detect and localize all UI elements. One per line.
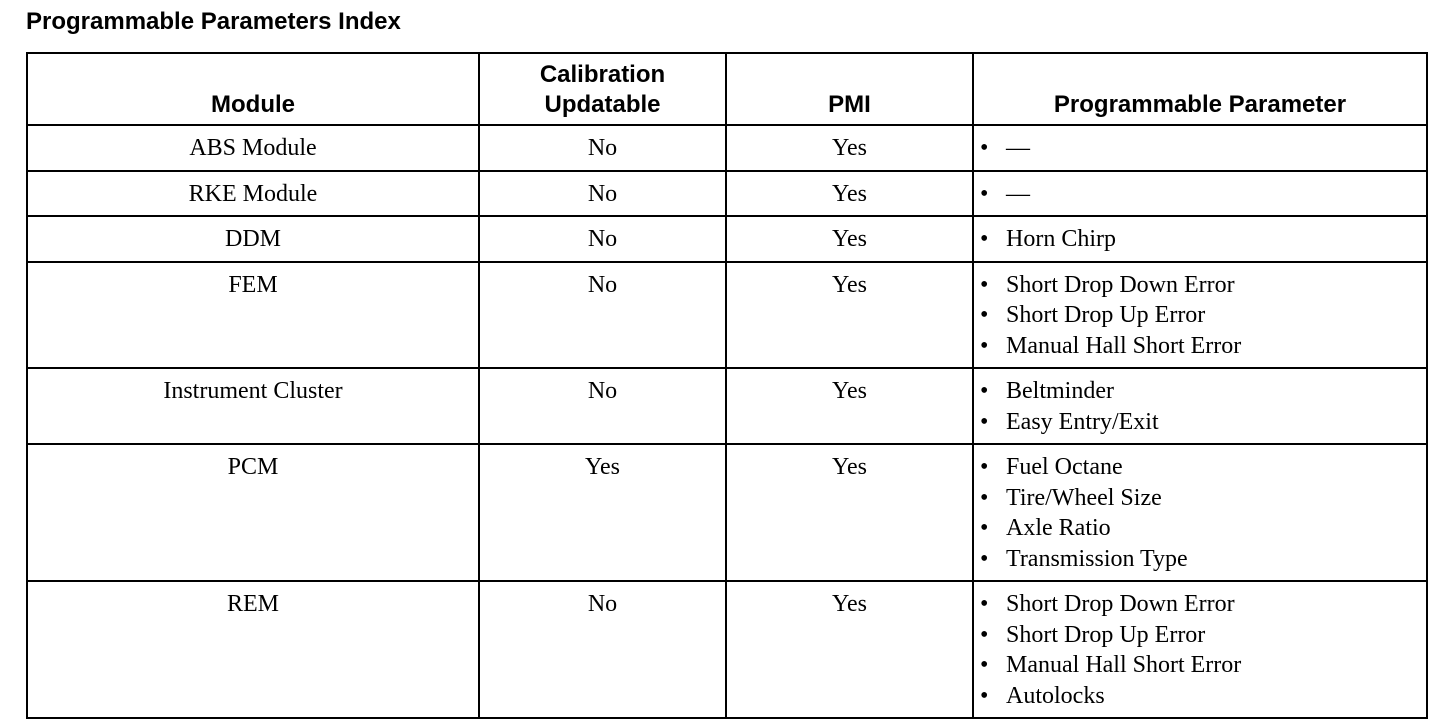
list-item <box>980 513 1420 544</box>
parameter-text: Fuel Octane <box>1006 454 1123 480</box>
bullet-icon: • <box>980 332 989 359</box>
parameter-text: Manual Hall Short Error <box>1006 332 1242 359</box>
parameter-text: Short Drop Up Error <box>1006 302 1206 328</box>
cell-programmable-parameters <box>973 125 1427 171</box>
list-item <box>980 300 1420 331</box>
parameter-text: Easy Entry/Exit <box>1006 408 1159 435</box>
parameter-text: Horn Chirp <box>1006 226 1116 252</box>
parameter-text: Tire/Wheel Size <box>1006 484 1162 511</box>
cell-programmable-parameters <box>973 368 1427 444</box>
page-title: Programmable Parameters Index <box>26 8 401 35</box>
list-item <box>980 270 1420 301</box>
parameter-text: Axle Ratio <box>1006 515 1111 541</box>
parameter-list <box>980 179 1420 210</box>
bullet-icon: • <box>980 454 989 480</box>
cell-calibration-updatable: No <box>479 125 726 171</box>
parameter-text: Beltminder <box>1006 378 1114 404</box>
cell-programmable-parameters <box>973 171 1427 217</box>
cell-programmable-parameters <box>973 262 1427 369</box>
bullet-icon: • <box>980 226 989 252</box>
header-calibration-updatable <box>479 53 726 125</box>
bullet-icon: • <box>980 591 989 617</box>
parameter-list <box>980 270 1420 362</box>
list-item <box>980 376 1420 407</box>
table-row <box>27 262 1427 369</box>
parameter-list <box>980 589 1420 711</box>
parameter-text: — <box>1006 180 1030 207</box>
cell-calibration-updatable: No <box>479 368 726 444</box>
cell-calibration-updatable: No <box>479 581 726 718</box>
cell-module: DDM <box>27 216 479 262</box>
cell-pmi: Yes <box>726 171 973 217</box>
bullet-icon: • <box>980 378 989 404</box>
bullet-icon: • <box>980 682 989 709</box>
parameter-text: Short Drop Down Error <box>1006 591 1235 617</box>
bullet-icon: • <box>980 271 989 298</box>
list-item <box>980 650 1420 681</box>
parameters-table <box>26 52 1428 719</box>
parameter-text: Short Drop Up Error <box>1006 621 1206 648</box>
cell-pmi: Yes <box>726 444 973 581</box>
list-item <box>980 483 1420 514</box>
bullet-icon: • <box>980 515 989 541</box>
header-pmi: PMI <box>726 53 973 125</box>
cell-programmable-parameters <box>973 581 1427 718</box>
table-row <box>27 171 1427 217</box>
cell-calibration-updatable: No <box>479 216 726 262</box>
cell-module: REM <box>27 581 479 718</box>
header-programmable-parameter: Programmable Parameter <box>973 53 1427 125</box>
cell-pmi: Yes <box>726 581 973 718</box>
cell-programmable-parameters <box>973 216 1427 262</box>
parameter-list <box>980 376 1420 437</box>
list-item <box>980 452 1420 483</box>
parameter-text: Autolocks <box>1006 682 1105 709</box>
list-item <box>980 681 1420 712</box>
cell-pmi: Yes <box>726 368 973 444</box>
table-header-row <box>27 53 1427 125</box>
bullet-icon: • <box>980 408 989 435</box>
table-row <box>27 125 1427 171</box>
header-calibration-line1: Calibration <box>539 61 666 88</box>
bullet-icon: • <box>980 302 989 328</box>
list-item <box>980 133 1420 164</box>
list-item <box>980 620 1420 651</box>
cell-pmi: Yes <box>726 262 973 369</box>
parameter-list <box>980 224 1420 255</box>
cell-module: ABS Module <box>27 125 479 171</box>
parameter-text: — <box>1006 135 1030 161</box>
bullet-icon: • <box>980 652 989 678</box>
table-row <box>27 444 1427 581</box>
cell-calibration-updatable: No <box>479 171 726 217</box>
bullet-icon: • <box>980 545 989 572</box>
table-row <box>27 216 1427 262</box>
cell-programmable-parameters <box>973 444 1427 581</box>
bullet-icon: • <box>980 180 989 207</box>
bullet-icon: • <box>980 484 989 511</box>
parameter-text: Transmission Type <box>1006 545 1188 572</box>
cell-pmi: Yes <box>726 216 973 262</box>
cell-module: RKE Module <box>27 171 479 217</box>
list-item <box>980 407 1420 438</box>
list-item <box>980 331 1420 362</box>
table-body <box>27 125 1427 718</box>
parameter-text: Short Drop Down Error <box>1006 271 1235 298</box>
cell-pmi: Yes <box>726 125 973 171</box>
parameter-list <box>980 133 1420 164</box>
header-module: Module <box>27 53 479 125</box>
table-row <box>27 368 1427 444</box>
cell-module: PCM <box>27 444 479 581</box>
bullet-icon: • <box>980 621 989 648</box>
cell-calibration-updatable: No <box>479 262 726 369</box>
list-item <box>980 179 1420 210</box>
table-row <box>27 581 1427 718</box>
list-item <box>980 544 1420 575</box>
parameter-text: Manual Hall Short Error <box>1006 652 1242 678</box>
cell-module: Instrument Cluster <box>27 368 479 444</box>
cell-calibration-updatable: Yes <box>479 444 726 581</box>
list-item <box>980 224 1420 255</box>
header-calibration-line2: Updatable <box>544 91 661 118</box>
parameter-list <box>980 452 1420 574</box>
cell-module: FEM <box>27 262 479 369</box>
list-item <box>980 589 1420 620</box>
bullet-icon: • <box>980 135 989 161</box>
